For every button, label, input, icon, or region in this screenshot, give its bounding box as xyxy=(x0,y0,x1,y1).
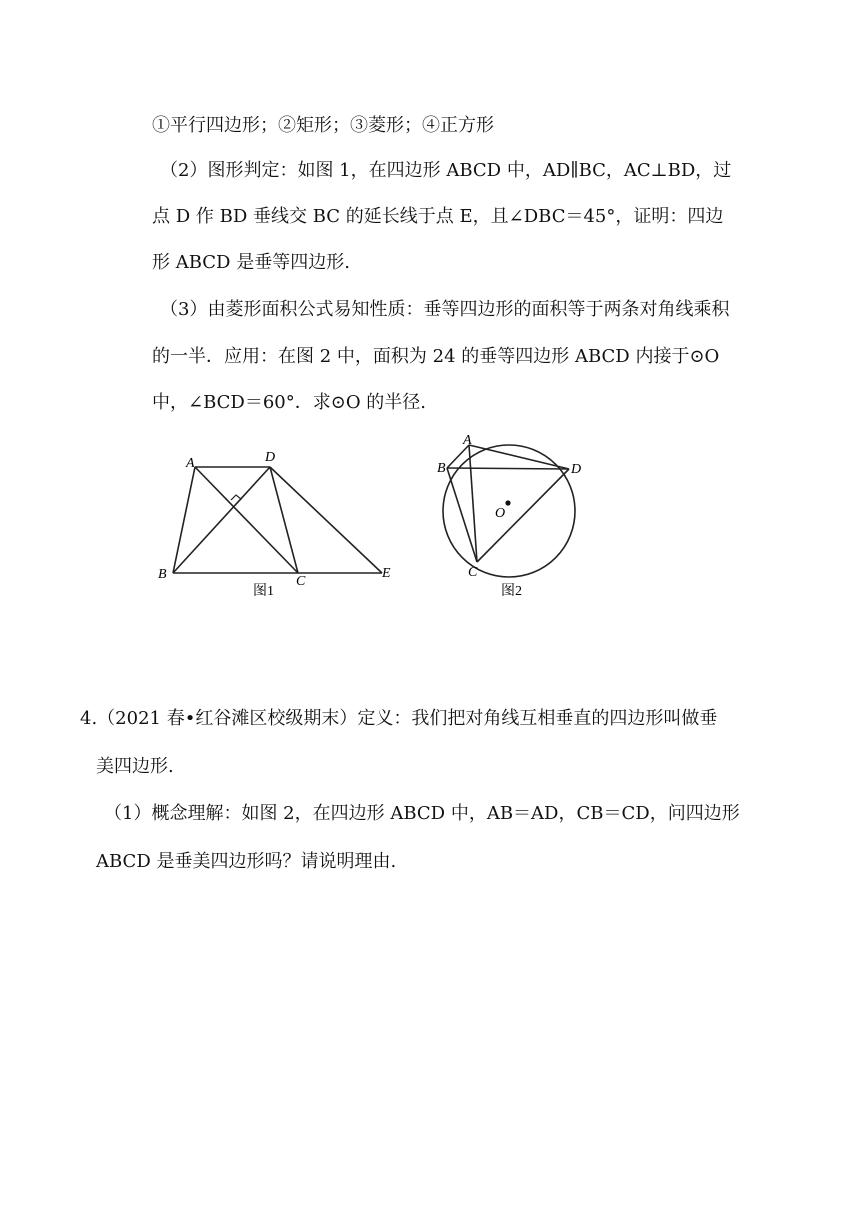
figure-2-caption: 图2 xyxy=(501,584,522,599)
q4-line4: ABCD 是垂美四边形吗？请说明理由. xyxy=(96,851,397,872)
diagonal-ac xyxy=(195,467,298,573)
part2-line3: 形 ABCD 是垂等四边形. xyxy=(152,252,350,273)
segment-ab xyxy=(173,467,195,573)
figure-1 xyxy=(150,440,410,614)
figure-1-caption: 图1 xyxy=(253,584,274,599)
diagonal-ac xyxy=(469,445,477,562)
diagonal-bd xyxy=(447,468,569,469)
center-dot xyxy=(505,500,510,505)
label-c: C xyxy=(468,565,478,580)
q4-line1: 4.（2021 春•红谷滩区校级期末）定义：我们把对角线互相垂直的四边形叫做垂 xyxy=(80,708,718,729)
part2-line2: 点 D 作 BD 垂线交 BC 的延长线于点 E，且∠DBC＝45°，证明：四边 xyxy=(152,206,724,227)
segment-ad xyxy=(469,445,569,469)
figure-2 xyxy=(425,428,600,607)
segment-cd xyxy=(477,469,569,562)
part2-line1: （2）图形判定：如图 1，在四边形 ABCD 中，AD∥BC，AC⊥BD，过 xyxy=(160,160,732,181)
segment-ab xyxy=(447,445,469,468)
figure-2-diagram xyxy=(425,428,600,603)
segment-bc xyxy=(447,468,477,562)
figure-1-diagram xyxy=(150,440,410,610)
circle-o xyxy=(443,445,575,577)
label-b: B xyxy=(437,461,446,476)
label-d: D xyxy=(571,462,582,477)
label-b: B xyxy=(158,567,167,582)
label-o: O xyxy=(495,506,506,521)
part3-line3: 中，∠BCD＝60°．求⊙O 的半径. xyxy=(152,392,427,413)
segment-dc xyxy=(270,467,298,573)
label-e: E xyxy=(382,566,391,581)
label-a: A xyxy=(186,456,195,471)
segment-de xyxy=(270,467,382,573)
options-line: ①平行四边形；②矩形；③菱形；④正方形 xyxy=(152,115,494,136)
part3-line2: 的一半．应用：在图 2 中，面积为 24 的垂等四边形 ABCD 内接于⊙O xyxy=(152,346,720,367)
part3-line1: （3）由菱形面积公式易知性质：垂等四边形的面积等于两条对角线乘积 xyxy=(160,299,730,320)
label-a: A xyxy=(463,433,472,448)
diagonal-bd xyxy=(173,467,270,573)
label-d: D xyxy=(265,450,276,465)
label-c: C xyxy=(296,574,306,589)
q4-line2: 美四边形. xyxy=(96,756,174,777)
q4-line3: （1）概念理解：如图 2，在四边形 ABCD 中，AB＝AD，CB＝CD，问四边形 xyxy=(104,803,740,824)
